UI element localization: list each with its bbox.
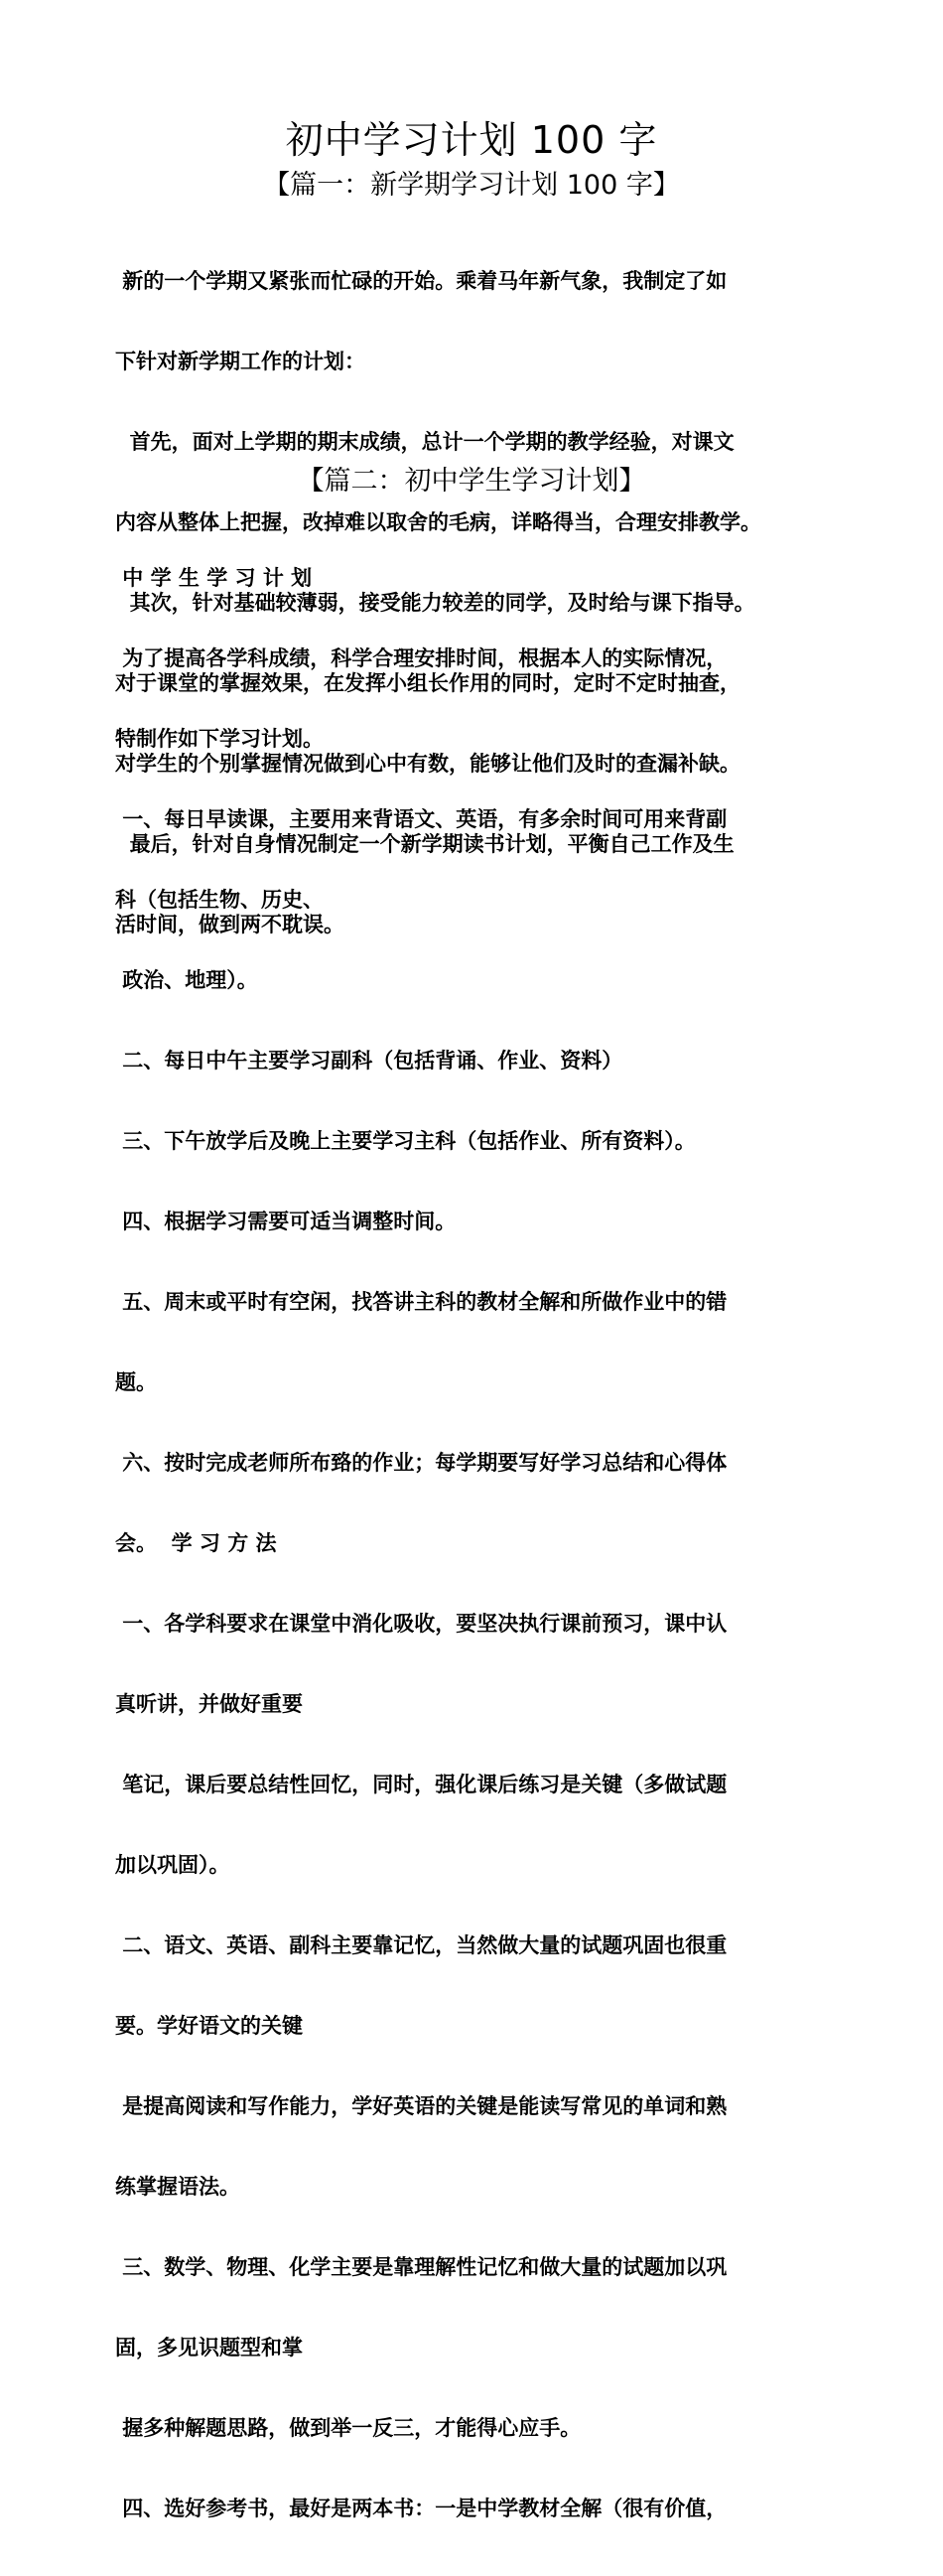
paragraph-line: 三、数学、物理、化学主要是靠理解性记忆和做大量的试题加以巩 [115,2255,728,2279]
paragraph-line: 科（包括生物、历史、 [115,888,324,912]
paragraph-line: 一、每日早读课，主要用来背语文、英语，有多余时间可用来背副 [115,807,728,831]
document-title: 初中学习计划 100 字 [285,118,658,162]
paragraph-line: 真听讲，并做好重要 [115,1692,303,1716]
paragraph-line: 二、每日中午主要学习副科（包括背诵、作业、资料） [115,1049,623,1073]
section-2-body [115,511,870,2576]
paragraph-line: 三、下午放学后及晚上主要学习主科（包括作业、所有资料）。 [115,1129,696,1153]
paragraph-line: 笔记，课后要总结性回忆，同时，强化课后练习是关键（多做试题 [115,1773,728,1796]
paragraph-line: 其次，针对基础较薄弱，接受能力较差的同学，及时给与课下指导。 [115,591,755,615]
paragraph-line: 为了提高各学科成绩，科学合理安排时间，根据本人的实际情况， [115,646,728,670]
paragraph-line: 一、各学科要求在课堂中消化吸收，要坚决执行课前预习，课中认 [115,1612,728,1636]
paragraph-line: 要。学好语文的关键 [115,2014,303,2038]
paragraph-line: 握多种解题思路，做到举一反三，才能得心应手。 [115,2416,582,2440]
paragraph-line: 下针对新学期工作的计划： [115,350,365,373]
paragraph-line: 二、语文、英语、副科主要靠记忆，当然做大量的试题巩固也很重 [115,1933,728,1957]
paragraph-line: 新的一个学期又紧张而忙碌的开始。乘着马年新气象，我制定了如 [115,269,728,293]
paragraph-line: 首先，面对上学期的期末成绩，总计一个学期的教学经验，对课文 [115,430,735,454]
paragraph-line: 是提高阅读和写作能力，学好英语的关键是能读写常见的单词和熟 [115,2094,728,2118]
paragraph-line: 对于课堂的掌握效果，在发挥小组长作用的同时，定时不定时抽查， [115,671,741,695]
paragraph-line: 最后，针对自身情况制定一个新学期读书计划，平衡自己工作及生 [115,832,735,856]
paragraph-line: 六、按时完成老师所布臵的作业；每学期要写好学习总结和心得体 [115,1451,728,1475]
paragraph-line: 会。 学 习 方 法 [115,1531,277,1555]
paragraph-line: 练掌握语法。 [115,2175,240,2199]
paragraph-line: 内容从整体上把握，改掉难以取舍的毛病，详略得当，合理安排教学。 [115,510,761,534]
paragraph-line: 四、根据学习需要可适当调整时间。 [115,1210,457,1233]
paragraph-line: 五、周末或平时有空闲，找答讲主科的教材全解和所做作业中的错 [115,1290,728,1314]
paragraph-line: 题。 [115,1370,157,1394]
paragraph-line: 加以巩固）。 [115,1853,230,1877]
paragraph-line: 四、选好参考书，最好是两本书：一是中学教材全解（很有价值， [115,2497,728,2520]
paragraph-line: 政治、地理）。 [115,968,258,992]
section-1-heading: 【篇一：新学期学习计划 100 字】 [263,170,680,201]
paragraph-line: 活时间，做到两不耽误。 [115,913,344,936]
section-2-heading: 【篇二：初中学生学习计划】 [297,466,646,497]
paragraph-line: 固，多见识题型和掌 [115,2336,303,2360]
paragraph-line: 中 学 生 学 习 计 划 [115,566,313,590]
paragraph-line: 对学生的个别掌握情况做到心中有数，能够让他们及时的查漏补缺。 [115,752,741,776]
paragraph-line: 特制作如下学习计划。 [115,727,324,751]
